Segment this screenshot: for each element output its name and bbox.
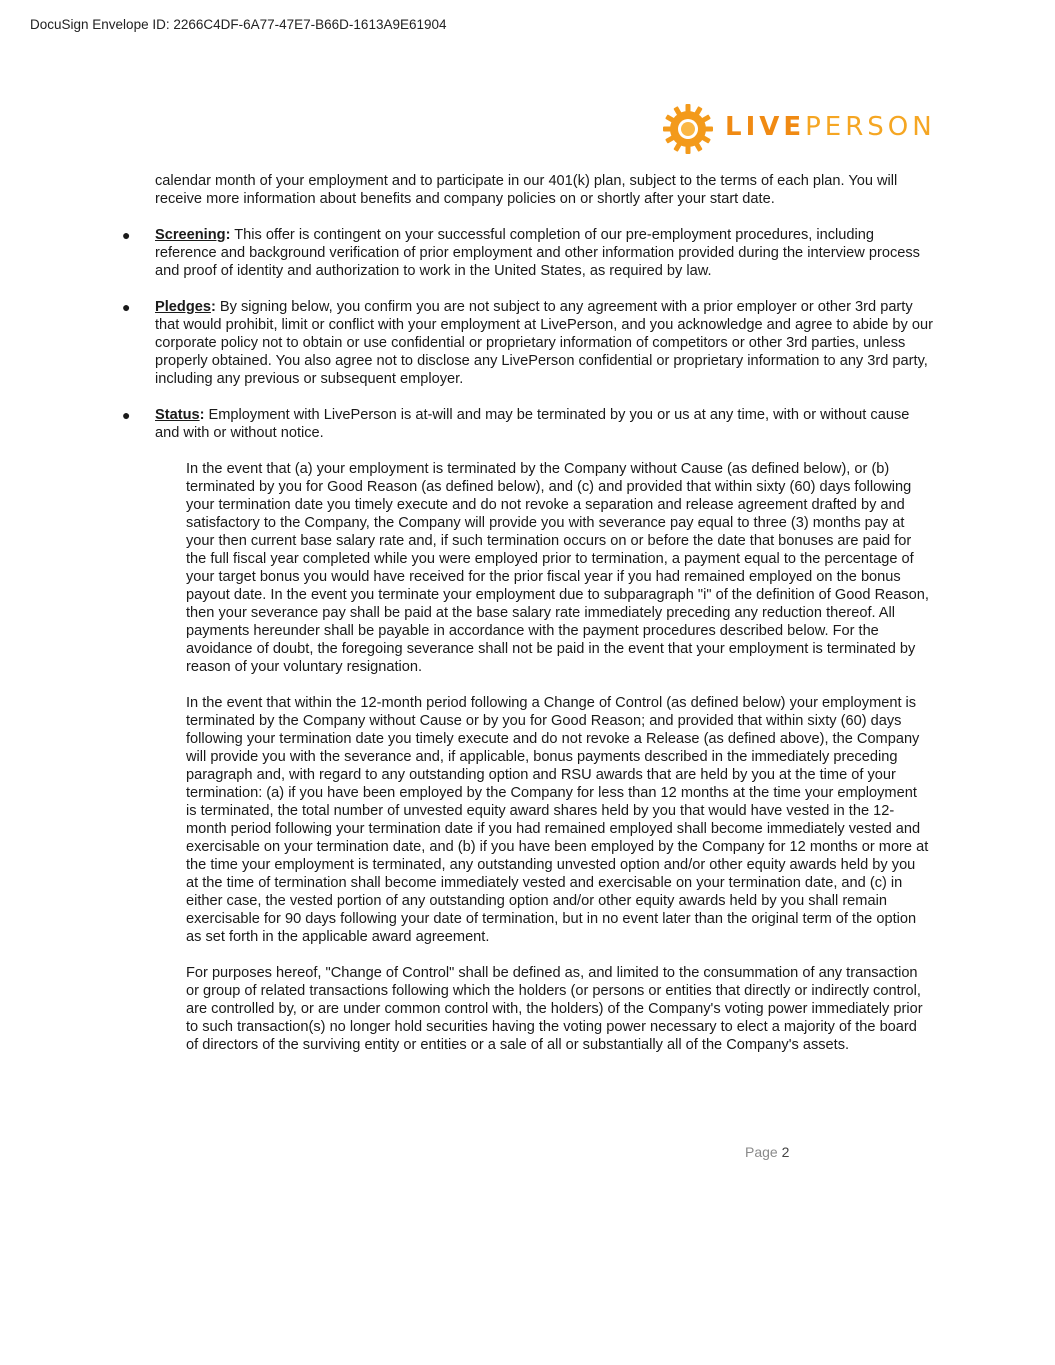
bullet-text: This offer is contingent on your successful completion of our pre-employment procedures, including reference and background verification of prior employment and other information provided during the interview process and proof of identity and authorization to work in the United States, as required by law. — [155, 227, 920, 279]
severance-paragraph: In the event that (a) your employment is terminated by the Company without Cause (as defined below), or (b) terminated by you for Good Reason (as defined below), and (c) and provided that within sixty (60) days following your termination date you timely execute and do not revoke a separation and release agreement drafted by and satisfactory to the Company, the Company will provide you with severance pay equal to three (3) months pay at your then current base salary rate and, if such termination occurs on or before the date that bonuses are paid for the full fiscal year completed while you were employed prior to termination, a payment equal to the percentage of your target bonus you would have received for the prior fiscal year if you had remained employed on the bonus payout date. In the event you terminate your employment due to subparagraph "i" of the definition of Good Reason, then your severance pay shall be paid at the base salary rate immediately preceding any reduction thereof. All payments hereunder shall be payable in accordance with the payment procedures described below. For the avoidance of doubt, the foregoing severance shall not be paid in the event that your employment is terminated by reason of your voluntary resignation. — [186, 461, 929, 675]
bullet-text: Employment with LivePerson is at-will and may be terminated by you or us at any time, with or without cause and with or without notice. — [155, 407, 910, 441]
bullet-marker: ● — [122, 299, 131, 315]
bullet-label: Status — [155, 407, 200, 423]
bullet-colon: : — [210, 299, 216, 315]
intro-paragraph: calendar month of your employment and to participate in our 401(k) plan, subject to the terms of each plan. You will receive more information about benefits and company policies on or shortly after your start date. — [155, 173, 898, 207]
liveperson-logo — [662, 103, 936, 155]
logo-wordmark — [725, 112, 936, 142]
document-body — [122, 172, 935, 1054]
bullet-screening — [122, 226, 935, 280]
docusign-envelope-id: DocuSign Envelope ID: 2266C4DF-6A77-47E7-B66D-1613A9E61904 — [30, 17, 447, 32]
page-number-value: 2 — [781, 1144, 790, 1160]
change-of-control-severance-paragraph: In the event that within the 12-month period following a Change of Control (as defined below) your employment is terminated by the Company without Cause or by you for Good Reason; and provided that within sixty (60) days following your termination date you timely execute and do not revoke a Release (as defined above), the Company will provide you with the severance and, if applicable, bonus payments described in the immediately preceding paragraph and, with regard to any outstanding option and RSU awards that are held by you at the time of your termination: (a) if you have been employed by the Company for less than 12 months at the time your employment is terminated, the total number of unvested equity award shares held by you that would have vested in the 12-month period following your termination date if you had remained employed shall become immediately vested and exercisable on your termination date, and (b) if you have been employed by the Company for 12 months or more at the time your employment is terminated, any outstanding unvested option and/or other equity awards held by you at the time of termination shall become immediately vested and exercisable on your termination date, and (c) in either case, the vested portion of any outstanding option and/or other equity awards held by you shall remain exercisable for 90 days following your date of termination, but in no event later than the original term of the option as set forth in the applicable award agreement. — [186, 695, 929, 945]
change-of-control-definition-paragraph: For purposes hereof, "Change of Control" shall be defined as, and limited to the consummation of any transaction or group of related transactions following which the holders (or persons or entities that directly or indirectly control, are controlled by, or are under common control with, the holders) of the Company's voting power immediately prior to such transaction(s) no longer hold securities having the voting power necessary to elect a majority of the board of directors of the surviving entity or entities or a sale of all or substantially all of the Company's assets. — [186, 965, 923, 1053]
page-label: Page — [745, 1144, 778, 1160]
bullet-label: Pledges — [155, 299, 211, 315]
bullet-marker: ● — [122, 227, 131, 243]
page-number — [745, 1144, 789, 1160]
bullet-pledges — [122, 298, 935, 388]
bullet-label: Screening — [155, 227, 226, 243]
sun-gear-logo-icon — [662, 103, 714, 155]
bullet-colon: : — [199, 407, 205, 423]
bullet-colon: : — [225, 227, 231, 243]
logo-person: PERSON — [805, 112, 936, 142]
logo-live: LIVE — [725, 112, 806, 142]
bullet-status — [122, 406, 935, 442]
bullet-text: By signing below, you confirm you are not subject to any agreement with a prior employer or other 3rd party that would prohibit, limit or conflict with your employment at LivePerson, and you acknowledge and agree to abide by our corporate policy not to obtain or use confidential or proprietary information of competitors or other 3rd parties, unless properly obtained. You also agree not to disclose any LivePerson confidential or proprietary information to any 3rd party, including any previous or subsequent employer. — [155, 299, 933, 387]
bullet-marker: ● — [122, 407, 131, 423]
